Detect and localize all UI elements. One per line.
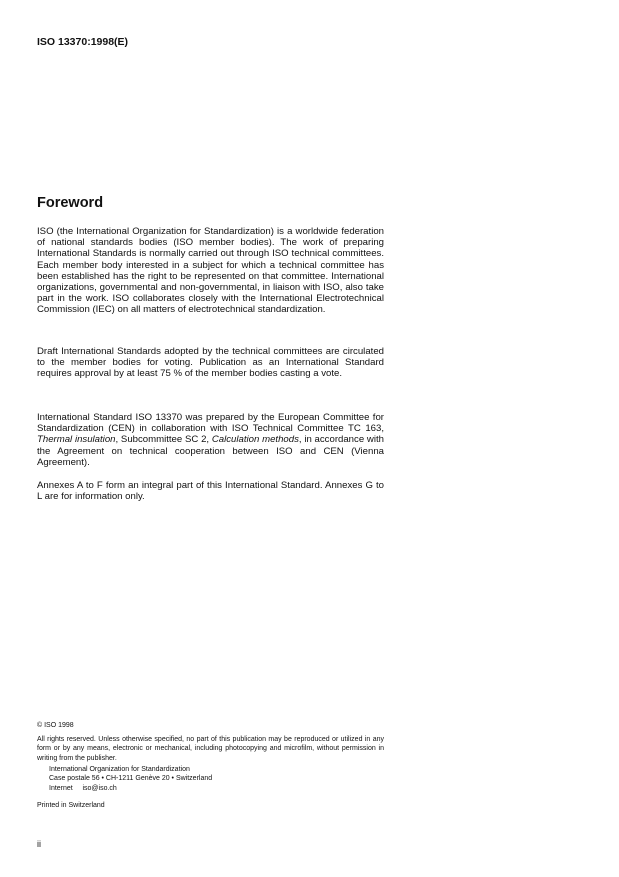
document-id-header: ISO 13370:1998(E): [37, 36, 129, 48]
section-title: Foreword: [37, 195, 104, 211]
foreword-paragraph-3: [37, 412, 384, 468]
org-name: International Organization for Standardization: [49, 766, 190, 773]
foreword-paragraph-2: Draft International Standards adopted by the technical committees are circulated to the member bodies for voting. Publication as an International Standard requires approval by at least 75 % of the member bodies casting a vote.: [37, 346, 384, 380]
internet-line: [49, 784, 409, 793]
foreword-paragraph-4: Annexes A to F form an integral part of this International Standard. Annexes G to L are for information only.: [37, 480, 384, 503]
foreword-paragraph-1: ISO (the International Organization for Standardization) is a worldwide federation of national standards bodies (ISO member bodies). The work of preparing International Standards is normally carried out through ISO technical committees. Each member body interested in a subject for which a technical committee has been established has the right to be represented on that committee. International organizations, governmental and non-governmental, in liaison with ISO, also take part in the work. ISO collaborates closely with the International Electrotechnical Commission (IEC) on all matters of electrotechnical standardization.: [37, 226, 384, 316]
subcommittee-title: Calculation methods: [211, 434, 299, 446]
rights-statement: All rights reserved. Unless otherwise specified, no part of this publication may be reproduced or utilized in any form or by any means, electronic or mechanical, including photocopying and microfilm, without permission in writing from the publisher.: [37, 736, 384, 762]
paragraph-text: , in accordance with the Agreement on technical cooperation between ISO and CEN (Vienna Agreement).: [37, 434, 384, 468]
printed-in: Printed in Switzerland: [37, 802, 105, 809]
copyright-line: © ISO 1998: [37, 722, 74, 729]
paragraph-text: International Standard ISO 13370 was prepared by the European Committee for Standardization (CEN) in collaboration with ISO Technical Committee TC 163,: [37, 412, 384, 435]
email: iso@iso.ch: [82, 784, 117, 792]
page-number: ii: [37, 839, 41, 849]
publisher-address: [37, 765, 409, 793]
internet-label: Internet: [49, 784, 73, 792]
postal-address: Case postale 56 • CH-1211 Genève 20 • Switzerland: [49, 775, 213, 783]
paragraph-text: , Subcommittee SC 2,: [115, 434, 212, 446]
committee-title: Thermal insulation: [37, 434, 116, 446]
